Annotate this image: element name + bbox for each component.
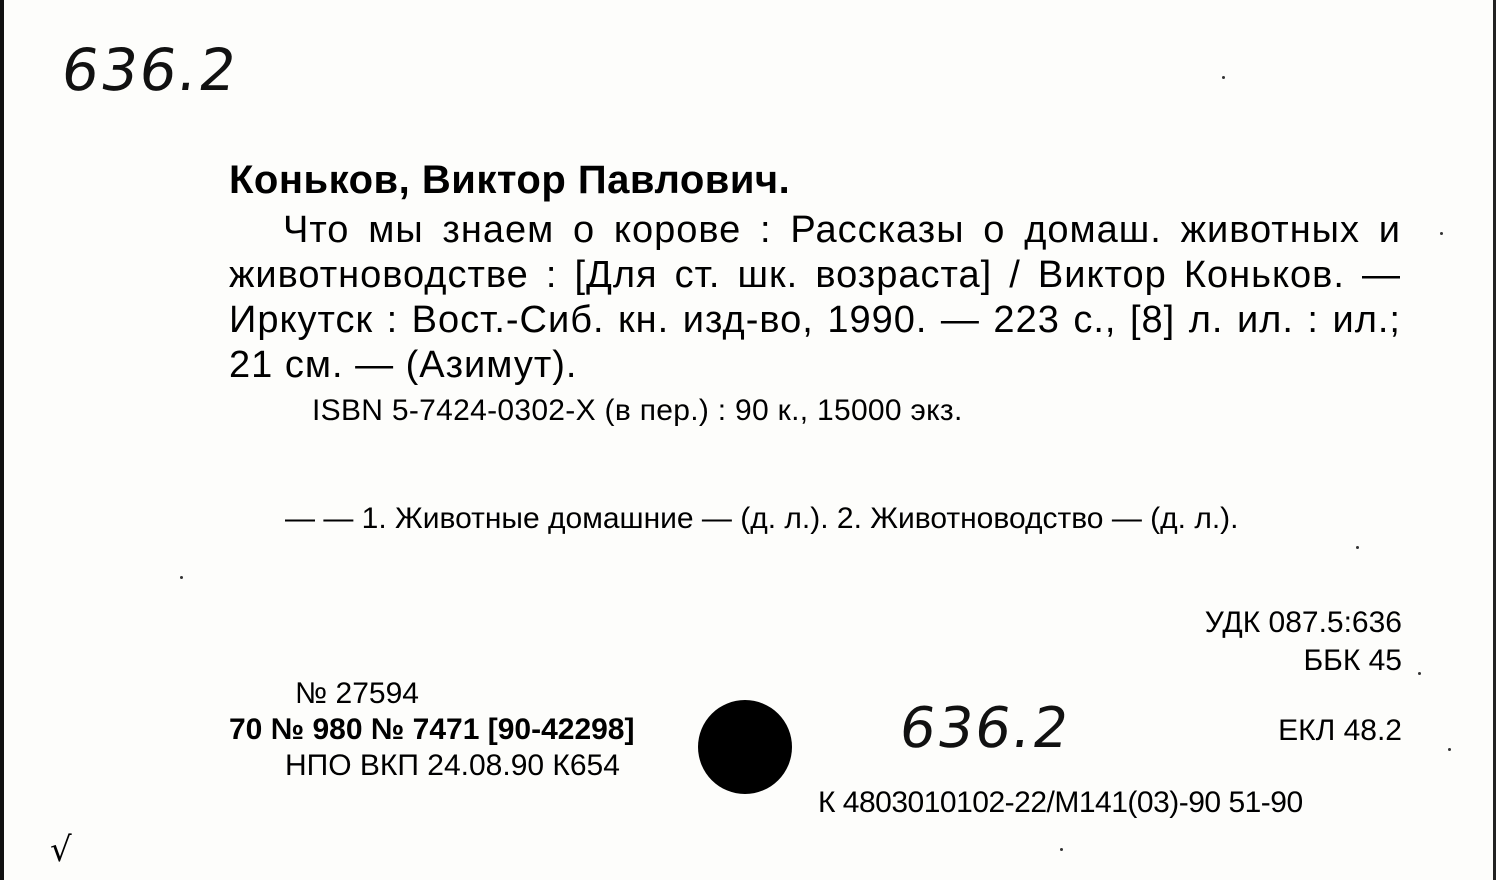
speck (1440, 232, 1443, 235)
bbk-code: ББК 45 (1303, 644, 1402, 677)
imprint-order-line: 70 № 980 № 7471 [90-42298] (229, 713, 635, 746)
speck (1356, 546, 1359, 549)
speck (1222, 76, 1225, 79)
ekl-code: ЕКЛ 48.2 (1278, 714, 1402, 747)
bibliographic-description: Что мы знаем о корове : Рассказы о домаш. животных и животноводстве : [Для ст. шк. возраста] / Виктор Коньков. — Иркутск : Вост.-Сиб. кн. изд-во, 1990. — 223 с., [8] л. ил. : ил.; 21 см. — (Азимут). (229, 209, 1401, 386)
handwritten-class-number-mid: 636.2 (895, 696, 1075, 761)
author-heading: Коньков, Виктор Павлович. (229, 158, 791, 202)
isbn-line: ISBN 5-7424-0302-X (в пер.) : 90 к., 15000 экз. (312, 394, 963, 427)
subject-headings: — — 1. Животные домашние — (д. л.). 2. Животноводство — (д. л.). (285, 502, 1239, 535)
speck (1060, 848, 1063, 851)
k-code: К 4803010102-22/М141(03)-90 51-90 (818, 786, 1303, 819)
handwritten-class-number-top: 636.2 (57, 36, 243, 104)
speck (180, 576, 183, 579)
card-punch-hole (698, 700, 792, 794)
imprint-number: № 27594 (295, 677, 419, 710)
speck (1418, 672, 1421, 675)
speck (1448, 748, 1451, 751)
card-left-edge (0, 0, 4, 880)
udk-code: УДК 087.5:636 (1204, 606, 1402, 639)
handwritten-check-mark: √ (50, 830, 72, 870)
imprint-printer-line: НПО ВКП 24.08.90 К654 (285, 749, 620, 782)
